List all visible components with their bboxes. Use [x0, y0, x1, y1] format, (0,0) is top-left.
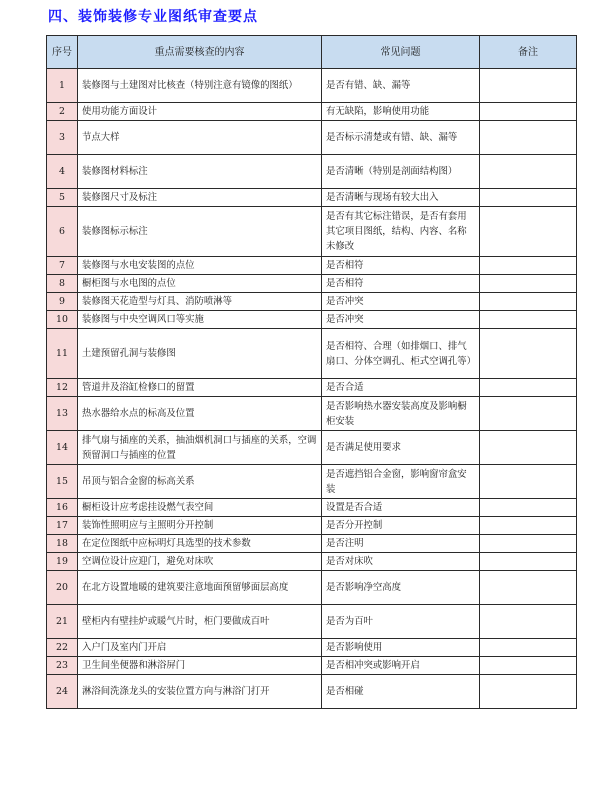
table-row [47, 517, 577, 535]
table-row [47, 535, 577, 553]
row-issue-cell: 有无缺陷，影响使用功能 [322, 103, 480, 121]
table-row [47, 465, 577, 499]
row-content-cell: 热水器给水点的标高及位置 [78, 397, 322, 431]
row-number-cell: 12 [47, 379, 78, 397]
row-content-cell: 橱柜设计应考虑挂设燃气表空间 [78, 499, 322, 517]
row-note-cell [480, 329, 577, 379]
row-content-cell: 装修图材料标注 [78, 155, 322, 189]
row-note-cell [480, 121, 577, 155]
row-note-cell [480, 293, 577, 311]
row-content-cell: 淋浴间洗涤龙头的安装位置方向与淋浴门打开 [78, 675, 322, 709]
row-content-cell: 排气扇与插座的关系，抽油烟机洞口与插座的关系，空调预留洞口与插座的位置 [78, 431, 322, 465]
row-issue-cell: 是否遮挡铝合金窗，影响窗帘盒安装 [322, 465, 480, 499]
table-row [47, 431, 577, 465]
row-note-cell [480, 189, 577, 207]
row-issue-cell: 是否满足使用要求 [322, 431, 480, 465]
row-number-cell: 14 [47, 431, 78, 465]
row-note-cell [480, 517, 577, 535]
row-note-cell [480, 571, 577, 605]
row-issue-cell: 是否合适 [322, 379, 480, 397]
table-row [47, 675, 577, 709]
row-content-cell: 装修图天花造型与灯具、消防喷淋等 [78, 293, 322, 311]
row-content-cell: 空调位设计应迎门，避免对床吹 [78, 553, 322, 571]
table-row [47, 329, 577, 379]
row-number-cell: 6 [47, 207, 78, 257]
row-number-cell: 10 [47, 311, 78, 329]
row-number-cell: 24 [47, 675, 78, 709]
row-issue-cell: 是否影响使用 [322, 639, 480, 657]
row-issue-cell: 是否相符 [322, 257, 480, 275]
row-content-cell: 橱柜图与水电图的点位 [78, 275, 322, 293]
row-note-cell [480, 207, 577, 257]
row-content-cell: 节点大样 [78, 121, 322, 155]
row-note-cell [480, 379, 577, 397]
row-number-cell: 21 [47, 605, 78, 639]
row-note-cell [480, 103, 577, 121]
table-row [47, 553, 577, 571]
row-number-cell: 13 [47, 397, 78, 431]
row-issue-cell: 是否标示清楚或有错、缺、漏等 [322, 121, 480, 155]
row-content-cell: 吊顶与铝合金窗的标高关系 [78, 465, 322, 499]
row-content-cell: 土建预留孔洞与装修图 [78, 329, 322, 379]
row-issue-cell: 是否相符 [322, 275, 480, 293]
row-content-cell: 装修图与土建图对比核查（特别注意有镜像的图纸） [78, 69, 322, 103]
row-note-cell [480, 311, 577, 329]
table-row [47, 605, 577, 639]
table-row [47, 311, 577, 329]
table-row [47, 499, 577, 517]
table-row [47, 657, 577, 675]
table-row [47, 571, 577, 605]
row-content-cell: 壁柜内有壁挂炉或暖气片时，柜门要做成百叶 [78, 605, 322, 639]
row-issue-cell: 是否对床吹 [322, 553, 480, 571]
row-issue-cell: 是否相冲突或影响开启 [322, 657, 480, 675]
row-note-cell [480, 675, 577, 709]
table-row [47, 397, 577, 431]
row-content-cell: 装修图与水电安装图的点位 [78, 257, 322, 275]
header-issue: 常见问题 [322, 36, 480, 69]
row-number-cell: 2 [47, 103, 78, 121]
row-issue-cell: 是否影响净空高度 [322, 571, 480, 605]
table-row [47, 121, 577, 155]
table-row [47, 639, 577, 657]
row-content-cell: 装修图尺寸及标注 [78, 189, 322, 207]
row-number-cell: 16 [47, 499, 78, 517]
row-issue-cell: 是否清晰与现场有较大出入 [322, 189, 480, 207]
table-body [47, 69, 577, 709]
row-note-cell [480, 431, 577, 465]
table-row [47, 155, 577, 189]
row-content-cell: 卫生间坐便器和淋浴屏门 [78, 657, 322, 675]
row-note-cell [480, 275, 577, 293]
row-issue-cell: 是否影响热水器安装高度及影响橱柜安装 [322, 397, 480, 431]
row-note-cell [480, 639, 577, 657]
section-title: 四、装饰装修专业图纸审查要点 [48, 9, 258, 25]
table-row [47, 103, 577, 121]
row-number-cell: 3 [47, 121, 78, 155]
row-number-cell: 9 [47, 293, 78, 311]
row-number-cell: 4 [47, 155, 78, 189]
table-row [47, 207, 577, 257]
row-note-cell [480, 397, 577, 431]
header-content: 重点需要核查的内容 [78, 36, 322, 69]
row-note-cell [480, 465, 577, 499]
row-note-cell [480, 605, 577, 639]
row-number-cell: 15 [47, 465, 78, 499]
row-issue-cell: 是否冲突 [322, 311, 480, 329]
row-number-cell: 1 [47, 69, 78, 103]
row-issue-cell: 是否分开控制 [322, 517, 480, 535]
row-issue-cell: 是否有错、缺、漏等 [322, 69, 480, 103]
row-issue-cell: 是否冲突 [322, 293, 480, 311]
row-note-cell [480, 657, 577, 675]
row-number-cell: 17 [47, 517, 78, 535]
row-issue-cell: 是否相符、合理（如排烟口、排气扇口、分体空调孔、柜式空调孔等） [322, 329, 480, 379]
row-content-cell: 在北方设置地暖的建筑要注意地面预留够面层高度 [78, 571, 322, 605]
header-note: 备注 [480, 36, 577, 69]
row-content-cell: 使用功能方面设计 [78, 103, 322, 121]
row-number-cell: 5 [47, 189, 78, 207]
table-row [47, 257, 577, 275]
row-number-cell: 22 [47, 639, 78, 657]
row-note-cell [480, 499, 577, 517]
row-content-cell: 管道井及浴缸检修口的留置 [78, 379, 322, 397]
row-note-cell [480, 155, 577, 189]
table-row [47, 189, 577, 207]
row-number-cell: 7 [47, 257, 78, 275]
row-note-cell [480, 69, 577, 103]
table-row [47, 293, 577, 311]
row-content-cell: 入户门及室内门开启 [78, 639, 322, 657]
row-issue-cell: 是否注明 [322, 535, 480, 553]
row-note-cell [480, 535, 577, 553]
table-row [47, 275, 577, 293]
row-number-cell: 23 [47, 657, 78, 675]
row-issue-cell: 设置是否合适 [322, 499, 480, 517]
row-content-cell: 装饰性照明应与主照明分开控制 [78, 517, 322, 535]
row-note-cell [480, 553, 577, 571]
row-content-cell: 在定位图纸中应标明灯具选型的技术参数 [78, 535, 322, 553]
row-content-cell: 装修图标示标注 [78, 207, 322, 257]
row-issue-cell: 是否有其它标注错误，是否有套用其它项目图纸，结构、内容、名称未修改 [322, 207, 480, 257]
row-issue-cell: 是否相碰 [322, 675, 480, 709]
header-num: 序号 [47, 36, 78, 69]
row-number-cell: 8 [47, 275, 78, 293]
row-number-cell: 11 [47, 329, 78, 379]
row-note-cell [480, 257, 577, 275]
row-number-cell: 18 [47, 535, 78, 553]
row-number-cell: 20 [47, 571, 78, 605]
row-issue-cell: 是否为百叶 [322, 605, 480, 639]
row-number-cell: 19 [47, 553, 78, 571]
row-content-cell: 装修图与中央空调风口等实施 [78, 311, 322, 329]
table-row [47, 69, 577, 103]
row-issue-cell: 是否清晰（特别是剖面结构图） [322, 155, 480, 189]
table-header-row [47, 36, 577, 69]
table-row [47, 379, 577, 397]
review-table [46, 35, 577, 709]
